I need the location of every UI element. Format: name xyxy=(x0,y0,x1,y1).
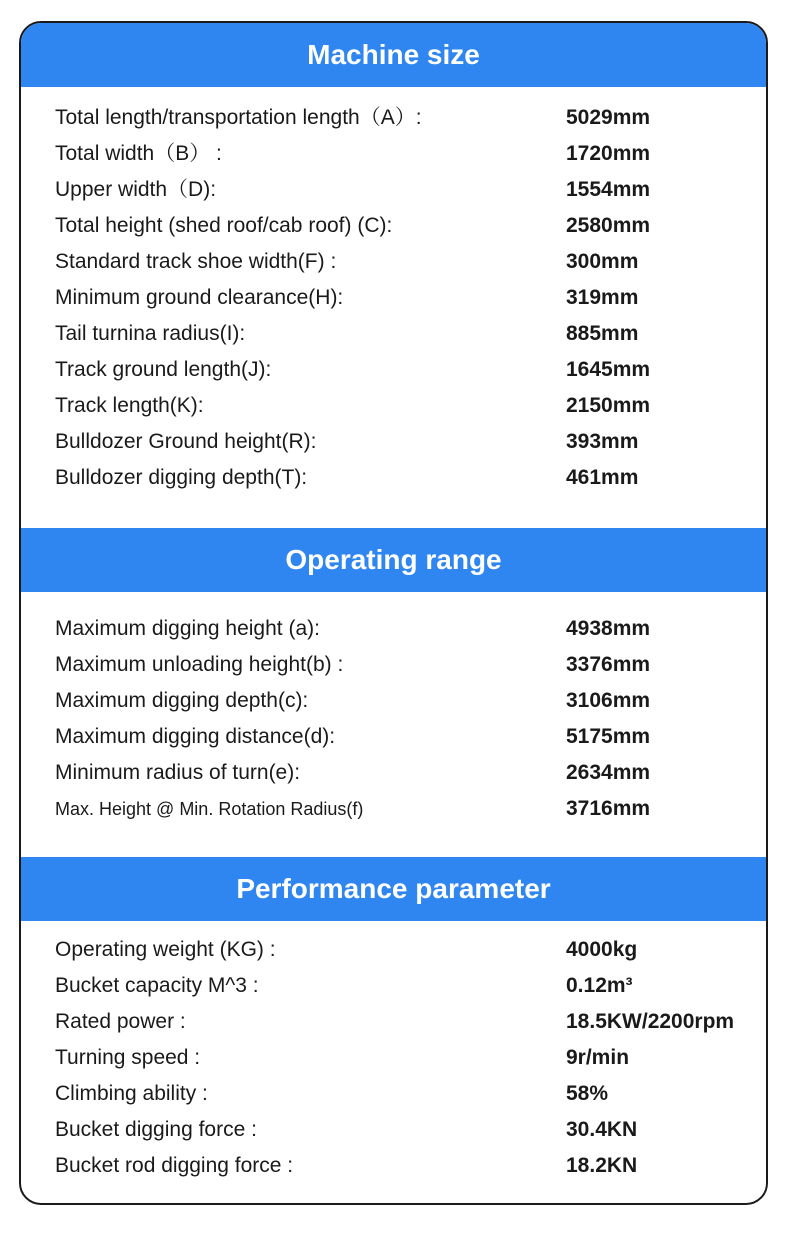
spec-value: 5175mm xyxy=(566,725,651,748)
spec-value: 300mm xyxy=(566,250,639,273)
spec-row xyxy=(21,1040,766,1076)
spec-label: Max. Height @ Min. Rotation Radius(f) xyxy=(55,799,364,819)
spec-value: 58% xyxy=(566,1082,609,1105)
spec-value: 2580mm xyxy=(566,214,651,237)
spec-label: Track ground length(J): xyxy=(55,358,272,381)
spec-label: Upper width（D): xyxy=(55,178,217,201)
section-title: Machine size xyxy=(307,39,480,70)
spec-value: 885mm xyxy=(566,322,639,345)
spec-label: Bulldozer digging depth(T): xyxy=(55,466,308,489)
spec-row xyxy=(21,1148,766,1184)
spec-value: 461mm xyxy=(566,466,639,489)
spec-row xyxy=(21,244,766,280)
spec-label: Total height (shed roof/cab roof) (C): xyxy=(55,214,393,237)
spec-value: 30.4KN xyxy=(566,1118,638,1141)
spec-label: Bucket digging force : xyxy=(55,1118,257,1141)
spec-row xyxy=(21,280,766,316)
spec-label: Maximum digging distance(d): xyxy=(55,725,336,748)
spec-label: Maximum digging depth(c): xyxy=(55,689,309,712)
spec-label: Minimum radius of turn(e): xyxy=(55,761,301,784)
spec-value: 5029mm xyxy=(566,106,651,129)
spec-label: Bucket capacity M^3 : xyxy=(55,974,259,997)
spec-value: 1554mm xyxy=(566,178,651,201)
spec-row xyxy=(21,968,766,1004)
spec-row xyxy=(21,100,766,136)
spec-row xyxy=(21,755,766,791)
spec-row xyxy=(21,208,766,244)
machine-size-list xyxy=(21,100,766,496)
spec-row xyxy=(21,932,766,968)
spec-label: Operating weight (KG) : xyxy=(55,938,276,961)
spec-row xyxy=(21,136,766,172)
spec-label: Maximum unloading height(b) : xyxy=(55,653,344,676)
spec-card xyxy=(19,21,768,1205)
section-header-operating-range xyxy=(21,528,766,592)
spec-row xyxy=(21,611,766,647)
spec-row xyxy=(21,352,766,388)
spec-value: 393mm xyxy=(566,430,639,453)
spec-value: 2150mm xyxy=(566,394,651,417)
spec-label: Total length/transportation length（A）: xyxy=(55,106,422,129)
section-title: Performance parameter xyxy=(236,873,551,904)
spec-value: 18.2KN xyxy=(566,1154,638,1177)
spec-value: 1645mm xyxy=(566,358,651,381)
spec-row xyxy=(21,683,766,719)
spec-row xyxy=(21,460,766,496)
spec-label: Maximum digging height (a): xyxy=(55,617,320,640)
section-title: Operating range xyxy=(285,544,502,575)
spec-value: 319mm xyxy=(566,286,639,309)
spec-label: Bucket rod digging force : xyxy=(55,1154,294,1177)
spec-value: 3106mm xyxy=(566,689,651,712)
spec-value: 18.5KW/2200rpm xyxy=(566,1010,735,1033)
spec-row xyxy=(21,791,766,827)
spec-value: 9r/min xyxy=(566,1046,630,1069)
spec-label: Climbing ability : xyxy=(55,1082,208,1105)
spec-value: 3716mm xyxy=(566,797,651,820)
spec-row xyxy=(21,1112,766,1148)
spec-value: 1720mm xyxy=(566,142,651,165)
spec-label: Standard track shoe width(F) : xyxy=(55,250,337,273)
spec-value: 4000kg xyxy=(566,938,638,961)
spec-label: Minimum ground clearance(H): xyxy=(55,286,344,309)
spec-value: 3376mm xyxy=(566,653,651,676)
spec-value: 4938mm xyxy=(566,617,651,640)
spec-row xyxy=(21,1076,766,1112)
spec-label: Tail turnina radius(I): xyxy=(55,322,246,345)
spec-value: 0.12m³ xyxy=(566,974,633,997)
section-header-performance-parameter xyxy=(21,857,766,921)
spec-label: Track length(K): xyxy=(55,394,204,417)
spec-row xyxy=(21,172,766,208)
performance-parameter-list xyxy=(21,932,766,1184)
spec-row xyxy=(21,719,766,755)
spec-row xyxy=(21,647,766,683)
spec-label: Bulldozer Ground height(R): xyxy=(55,430,317,453)
spec-value: 2634mm xyxy=(566,761,651,784)
operating-range-list xyxy=(21,611,766,827)
spec-row xyxy=(21,1004,766,1040)
spec-label: Total width（B） : xyxy=(55,142,222,165)
spec-row xyxy=(21,316,766,352)
spec-label: Turning speed : xyxy=(55,1046,201,1069)
section-header-machine-size xyxy=(21,23,766,87)
spec-row xyxy=(21,424,766,460)
spec-row xyxy=(21,388,766,424)
spec-label: Rated power : xyxy=(55,1010,186,1033)
